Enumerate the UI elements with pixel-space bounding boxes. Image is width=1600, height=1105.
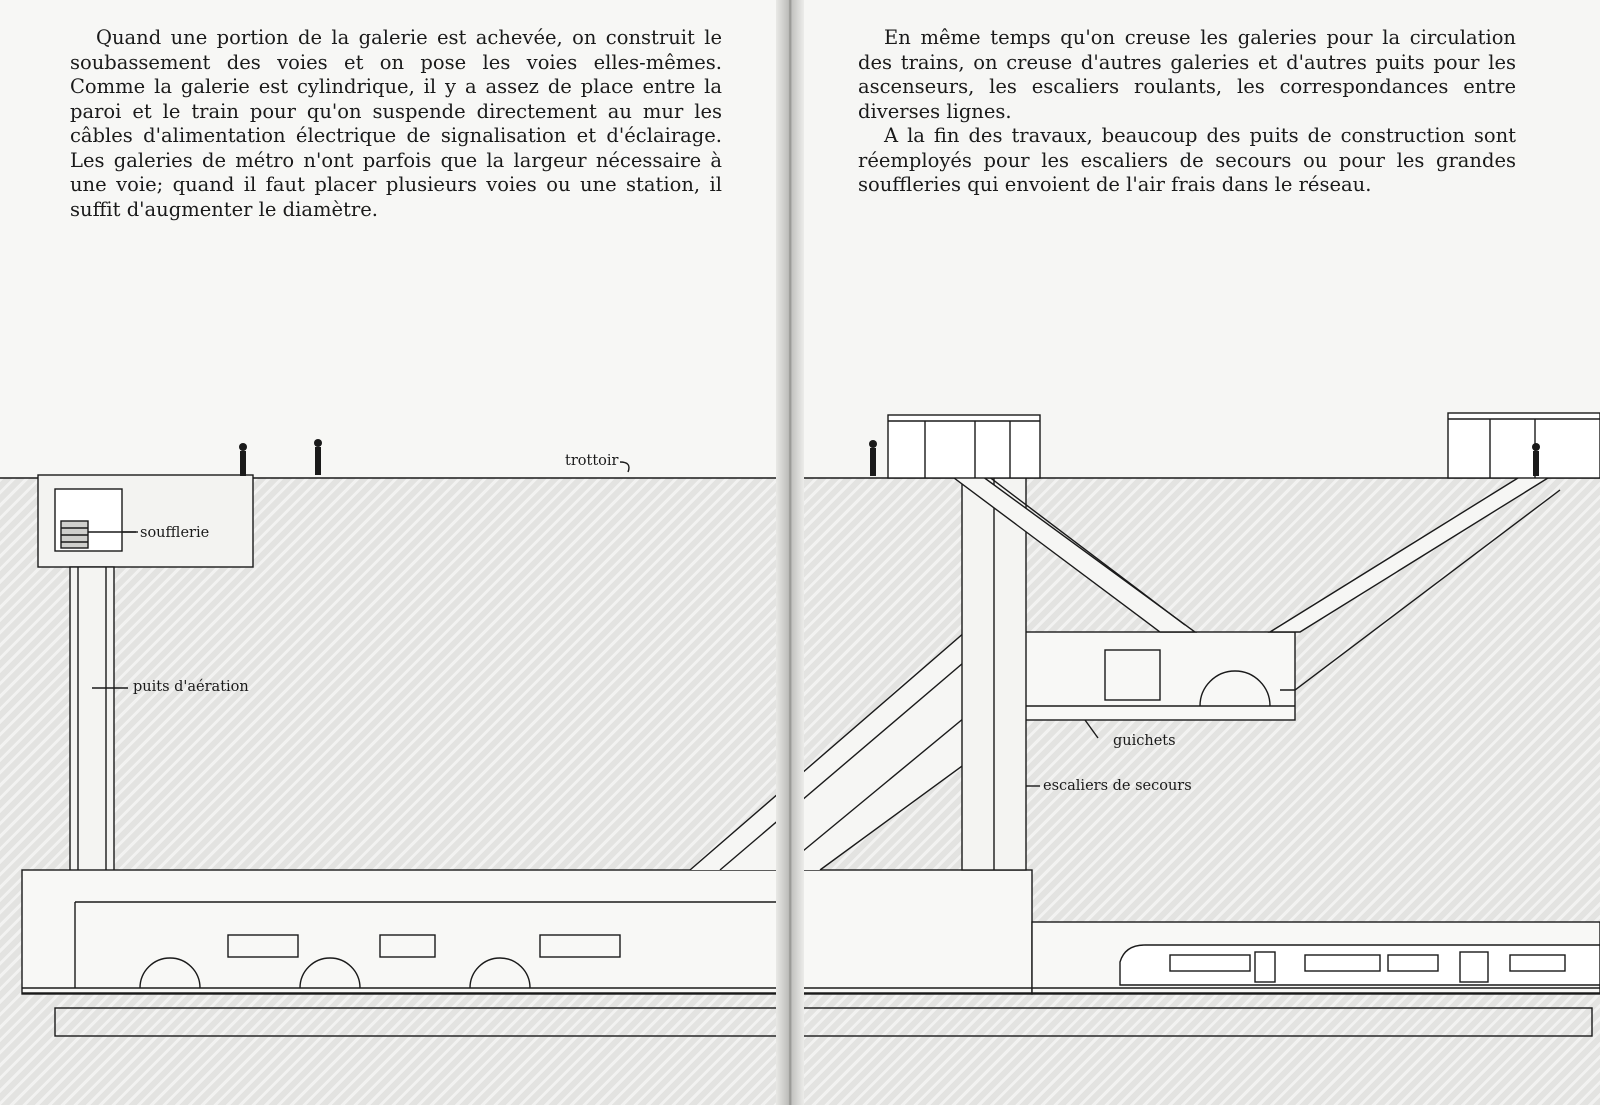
entrance-pavilion-right <box>1448 413 1600 478</box>
station-hall-left <box>22 870 778 1036</box>
left-paragraph: Quand une portion de la galerie est achevée, on construit le soubassement des voies et on pose les voies elles-mêmes. Comme la galerie est cylindrique, il y a assez de place entre la paroi et le train pour qu'on suspende directement au mur les câbles d'alimentation électrique de signalisation et d'éclairage. Les galeries de métro n'ont parfois que la largeur nécessaire à une voie; quand il faut placer plusieurs voies ou une station, il suffit d'augmenter le diamètre. <box>70 26 722 221</box>
label-puits-aeration: puits d'aération <box>133 679 249 695</box>
right-paragraph-2: A la fin des travaux, beaucoup des puits de construction sont réemployés pour les escaliers de secours ou pour les grandes souffleries qui envoient de l'air frais dans le réseau. <box>858 124 1516 196</box>
escalator-upper-right <box>1270 455 1585 690</box>
left-page-text <box>70 26 722 222</box>
right-page-text <box>858 26 1516 198</box>
label-guichets: guichets <box>1113 733 1176 749</box>
metro-train <box>1120 945 1600 985</box>
book-gutter <box>776 0 804 1105</box>
entrance-pavilion-left <box>888 415 1040 478</box>
trottoir-leader <box>620 462 629 472</box>
label-trottoir: trottoir <box>565 453 619 469</box>
right-paragraph-1: En même temps qu'on creuse les galeries pour la circulation des trains, on creuse d'autres galeries et d'autres puits pour les ascenseurs, les escaliers roulants, les correspondances entre diverses lignes. <box>858 26 1516 123</box>
ventilation-chamber <box>38 475 253 567</box>
label-escaliers-secours: escaliers de secours <box>1043 778 1192 794</box>
ventilation-shaft <box>70 567 128 872</box>
ticket-mezzanine <box>1010 632 1295 738</box>
label-soufflerie: soufflerie <box>140 525 210 541</box>
